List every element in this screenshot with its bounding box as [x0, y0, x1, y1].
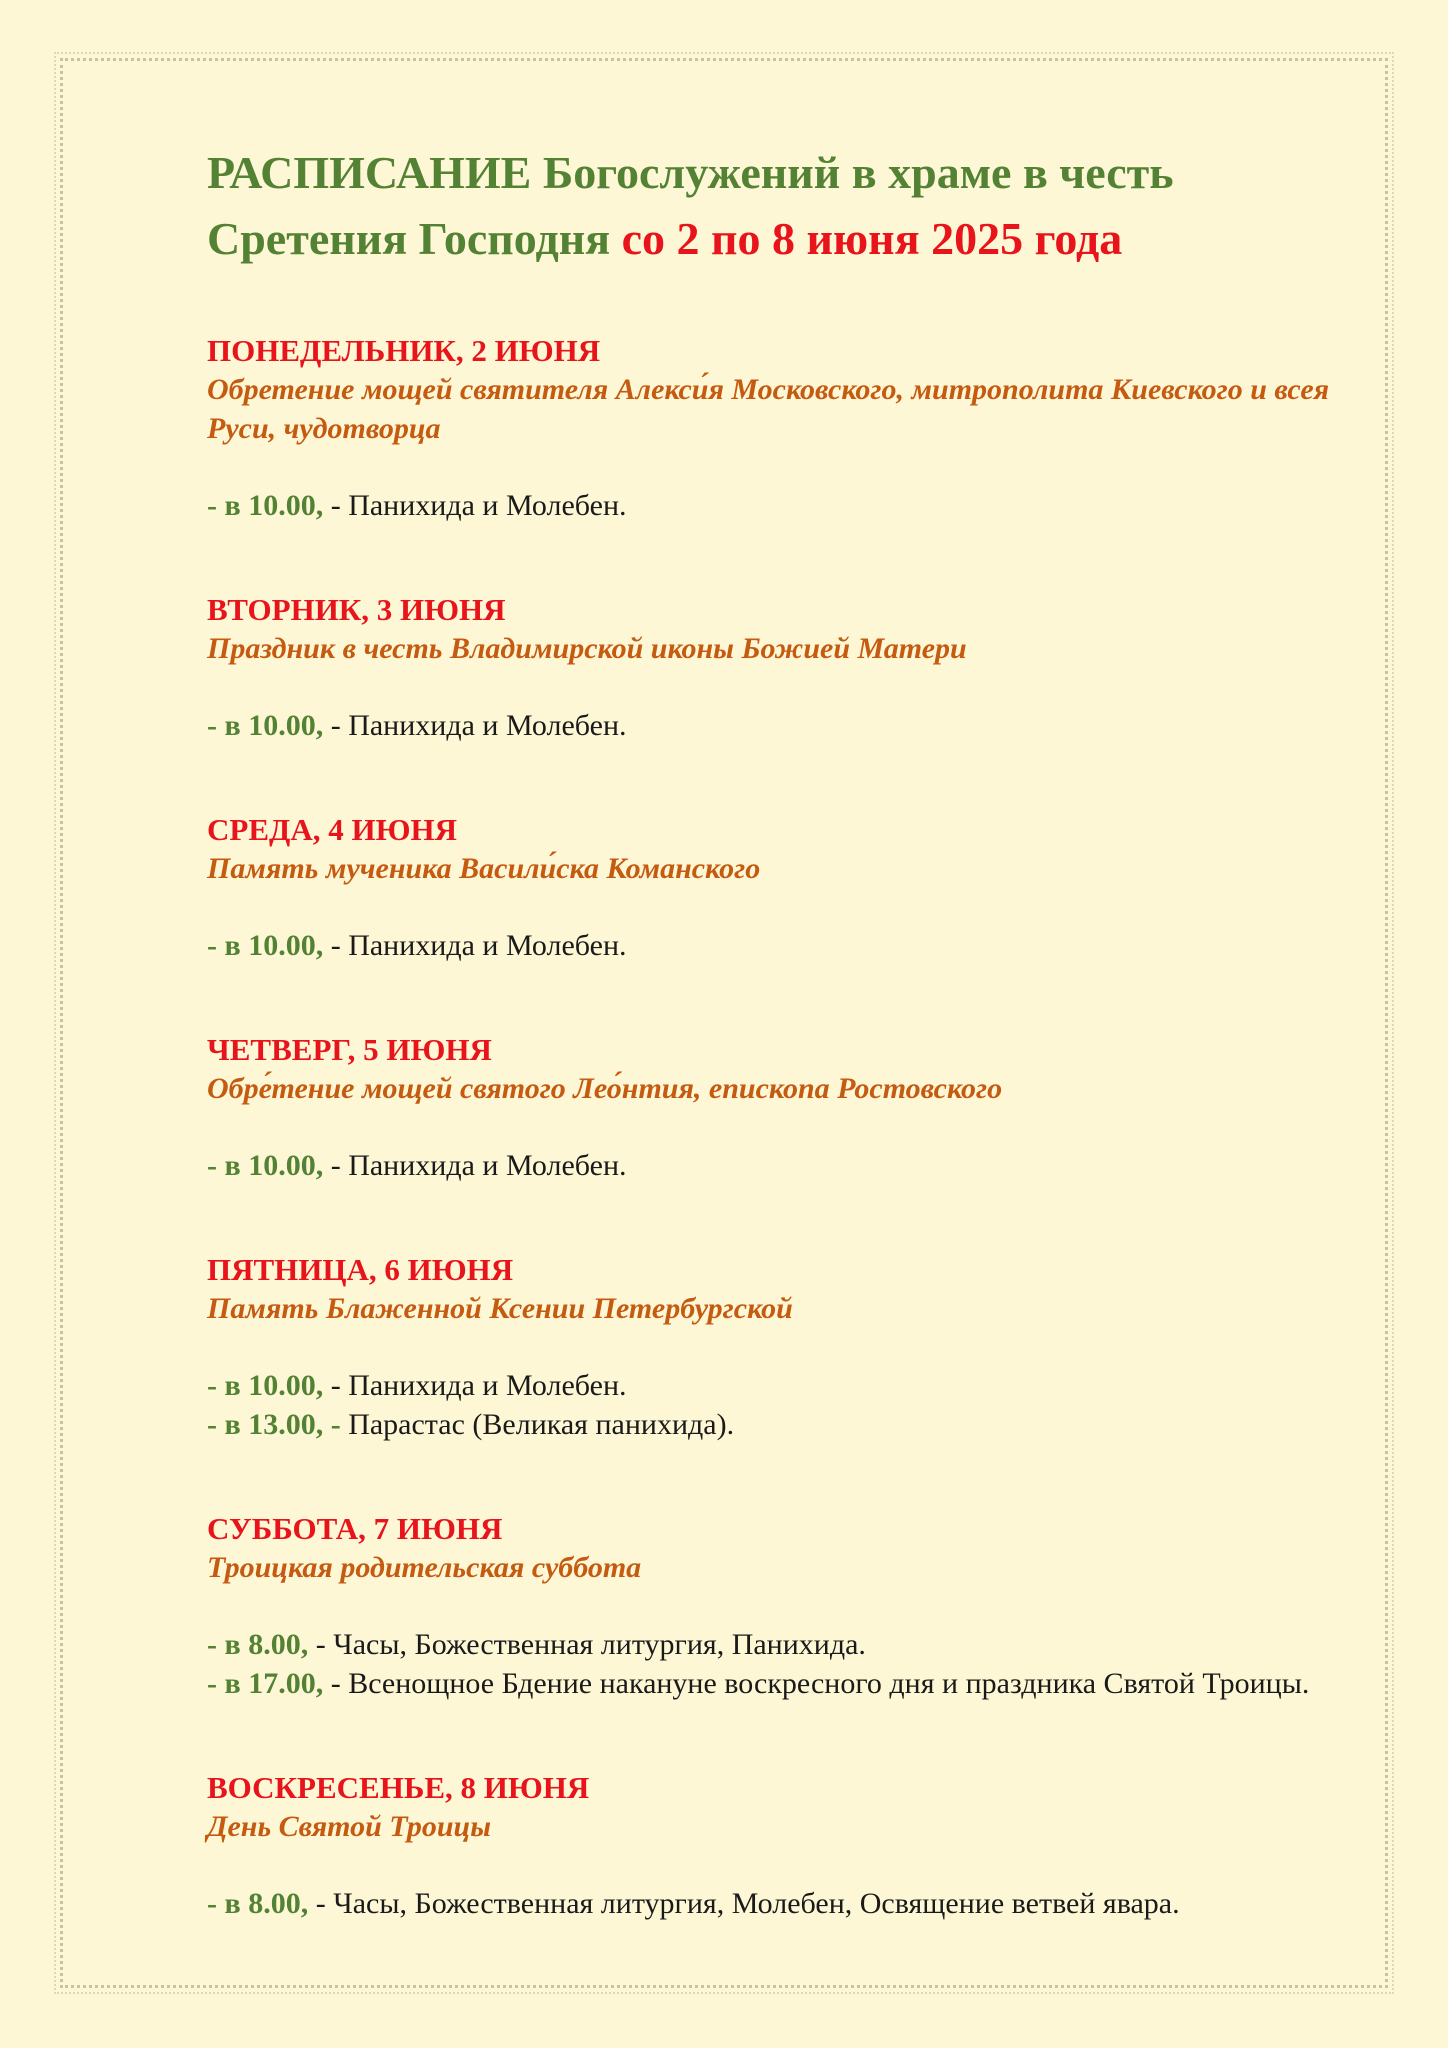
day-heading: ПЯТНИЦА, 6 ИЮНЯ: [207, 1252, 514, 1287]
service-time: - в 10.00,: [207, 929, 324, 962]
service-text: - Панихида и Молебен.: [323, 489, 627, 522]
service-text: Парастас (Великая панихида).: [340, 1408, 735, 1441]
service-time: - в 8.00,: [207, 1628, 309, 1661]
service-time: - в 13.00, -: [207, 1408, 341, 1441]
service-list: [207, 1366, 1357, 1444]
feast-name: Троицкая родительская суббота: [207, 1551, 642, 1584]
feast-name: Обре́тение мощей святого Лео́нтия, епископа Ростовского: [207, 1072, 1003, 1105]
service-text: - Всенощное Бдение накануне воскресного дня и праздника Святой Троицы.: [323, 1667, 1310, 1700]
service-item: [207, 1366, 1357, 1405]
service-item: [207, 926, 1357, 965]
feast-name: Память мученика Васили́ска Команского: [207, 852, 761, 885]
feast-name: День Святой Троицы: [207, 1810, 492, 1843]
day-heading: СУББОТА, 7 ИЮНЯ: [207, 1511, 503, 1546]
feast-name: Праздник в честь Владимирской иконы Божией Матери: [207, 632, 967, 665]
service-text: - Панихида и Молебен.: [323, 1369, 627, 1402]
schedule: [207, 140, 1357, 1923]
service-list: [207, 1884, 1357, 1923]
day-section: [207, 332, 1357, 525]
title-main: РАСПИСАНИЕ Богослужений в храме в честь Сретения Господня: [207, 147, 1174, 264]
service-item: [207, 706, 1357, 745]
service-item: [207, 486, 1357, 525]
service-text: - Панихида и Молебен.: [323, 929, 627, 962]
service-list: [207, 706, 1357, 745]
day-heading: ПОНЕДЕЛЬНИК, 2 ИЮНЯ: [207, 333, 601, 368]
service-list: [207, 1146, 1357, 1185]
day-heading: ВТОРНИК, 3 ИЮНЯ: [207, 592, 506, 627]
day-section: [207, 1769, 1357, 1923]
service-item: [207, 1625, 1357, 1664]
service-time: - в 10.00,: [207, 709, 324, 742]
service-time: - в 8.00,: [207, 1887, 309, 1920]
day-section: [207, 1510, 1357, 1703]
feast-name: Память Блаженной Ксении Петербургской: [207, 1292, 793, 1325]
day-heading: ВОСКРЕСЕНЬЕ, 8 ИЮНЯ: [207, 1770, 590, 1805]
title-dates: со 2 по 8 июня 2025 года: [621, 213, 1123, 264]
service-time: - в 17.00,: [207, 1667, 324, 1700]
service-time: - в 10.00,: [207, 1369, 324, 1402]
day-section: [207, 591, 1357, 745]
day-heading: ЧЕТВЕРГ, 5 ИЮНЯ: [207, 1032, 492, 1067]
service-item: [207, 1664, 1357, 1703]
page-title: [207, 140, 1357, 272]
service-text: - Часы, Божественная литургия, Молебен, Освящение ветвей явара.: [308, 1887, 1180, 1920]
service-item: [207, 1146, 1357, 1185]
service-time: - в 10.00,: [207, 489, 324, 522]
service-time: - в 10.00,: [207, 1149, 324, 1182]
day-heading: СРЕДА, 4 ИЮНЯ: [207, 812, 457, 847]
feast-name: Обретение мощей святителя Алекси́я Московского, митрополита Киевского и всея Руси, чудотворца: [207, 373, 1330, 445]
service-text: - Панихида и Молебен.: [323, 1149, 627, 1182]
service-list: [207, 1625, 1357, 1703]
service-text: - Панихида и Молебен.: [323, 709, 627, 742]
day-section: [207, 811, 1357, 965]
service-item: [207, 1884, 1357, 1923]
service-list: [207, 486, 1357, 525]
day-section: [207, 1031, 1357, 1185]
service-item: [207, 1405, 1357, 1444]
service-text: - Часы, Божественная литургия, Панихида.: [308, 1628, 866, 1661]
day-section: [207, 1251, 1357, 1444]
service-list: [207, 926, 1357, 965]
